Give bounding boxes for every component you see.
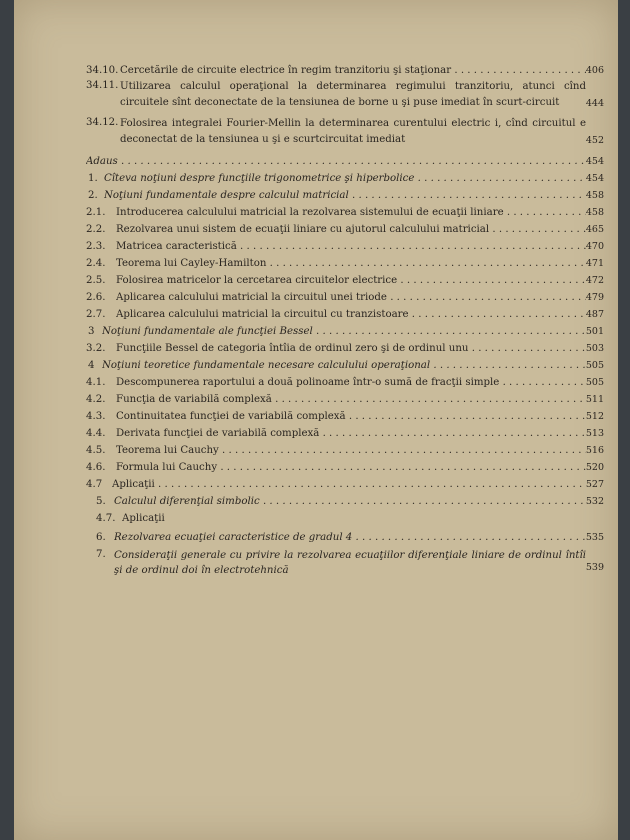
- toc-title: Funcţiile Bessel de categoria întîia de ordinul zero şi de ordinul unu: [116, 342, 469, 354]
- toc-entry: [86, 116, 604, 147]
- toc-title: Utilizarea calculul operaţional la determinarea regimului tranzitoriu, atunci cînd circuitele sînt deconectate de la tensiunea de borne u şi puse imediat în scurt-circuit: [120, 81, 586, 108]
- toc-page-number: 470: [585, 240, 604, 252]
- toc-title: Aplicaţii: [112, 478, 155, 490]
- toc-number: 2.7.: [86, 308, 106, 320]
- toc-page-number: 465: [585, 223, 604, 235]
- toc-page-number: 511: [585, 393, 604, 405]
- toc-number: 4.7: [86, 478, 103, 490]
- toc-title: Noţiuni fundamentale ale funcţiei Bessel: [102, 325, 313, 337]
- toc-number: 4.7.: [96, 512, 116, 524]
- toc-page-number: 513: [585, 427, 604, 439]
- toc-title: Aplicarea calculului matricial la circuitul cu tranzistoare: [116, 308, 409, 320]
- toc-entry: [86, 253, 604, 270]
- toc-title: Aplicaţii: [122, 512, 165, 524]
- toc-page-number: 444: [585, 97, 604, 109]
- toc-entry: [86, 79, 604, 110]
- toc-number: 7.: [96, 549, 106, 560]
- toc-entry: [86, 423, 604, 440]
- toc-number: 2.4.: [86, 257, 106, 269]
- toc-title: Matricea caracteristică: [116, 240, 237, 252]
- toc-title: Noţiuni fundamentale despre calculul matricial: [104, 189, 349, 201]
- toc-number: 4.1.: [86, 376, 106, 388]
- toc-entry: [86, 491, 604, 508]
- toc-page-number: 520: [585, 461, 604, 473]
- toc-title: Rezolvarea unui sistem de ecuaţii liniare cu ajutorul calculului matricial: [116, 223, 490, 235]
- toc-page-number: 487: [585, 308, 604, 320]
- toc-number: 2.6.: [86, 291, 106, 303]
- toc-title: Cercetările de circuite electrice în regim tranzitoriu şi staţionar: [120, 64, 452, 76]
- toc-number: 34.12.: [86, 117, 119, 128]
- toc-entry: [86, 270, 604, 287]
- toc-title: Formula lui Cauchy: [116, 461, 218, 473]
- toc-page-number: 539: [585, 561, 604, 573]
- toc-number: 6.: [96, 531, 106, 543]
- toc-number: 2.1.: [86, 206, 106, 218]
- toc-title: Derivata funcţiei de variabilă complexă: [116, 427, 320, 439]
- toc-title: Funcţia de variabilă complexă: [116, 393, 272, 405]
- toc-number: 2.3.: [86, 240, 106, 252]
- toc-title: Folosirea matricelor la cercetarea circuitelor electrice: [116, 274, 398, 286]
- toc-title: Adaus: [86, 155, 118, 167]
- toc-number: 1.: [88, 172, 98, 184]
- toc-entry: [86, 236, 604, 253]
- toc-page-number: 471: [585, 257, 604, 269]
- toc-page-number: 516: [585, 444, 604, 456]
- toc-page-number: 532: [585, 495, 604, 507]
- toc-entry: [86, 304, 604, 321]
- toc-entry: [86, 185, 604, 202]
- toc-entry: [86, 287, 604, 304]
- toc-title: Introducerea calculului matricial la rezolvarea sistemului de ecuaţii liniare: [116, 206, 504, 218]
- toc-page-number: 527: [585, 478, 604, 490]
- toc-entry: [86, 508, 586, 525]
- toc-number: 4.4.: [86, 427, 106, 439]
- toc-page-number: 479: [585, 291, 604, 303]
- toc-entry: [86, 60, 604, 77]
- toc-entry: [86, 527, 604, 544]
- toc-number: 3: [88, 325, 95, 337]
- toc-title: Continuitatea funcţiei de variabilă complexă: [116, 410, 346, 422]
- toc-entry: [86, 372, 604, 389]
- toc-page-number: 454: [585, 155, 604, 167]
- toc-entry: [86, 474, 604, 491]
- toc-title: Folosirea integralei Fourier-Mellin la determinarea curentului electric i, cînd circuitul e deconectat de la tensiunea u şi e scurtcircuitat imediat: [120, 118, 586, 145]
- table-of-contents: [86, 60, 604, 578]
- toc-entry: [86, 321, 604, 338]
- toc-number: 4.6.: [86, 461, 106, 473]
- toc-page-number: 505: [585, 376, 604, 388]
- toc-entry: [86, 406, 604, 423]
- toc-entry: [86, 389, 604, 406]
- toc-page-number: 406: [585, 64, 604, 76]
- toc-page-number: 454: [585, 172, 604, 184]
- toc-title: Teorema lui Cauchy: [116, 444, 219, 456]
- toc-entry: [86, 548, 604, 578]
- toc-page-number: 458: [585, 206, 604, 218]
- toc-number: 5.: [96, 495, 106, 507]
- toc-page-number: 452: [585, 134, 604, 146]
- toc-page-number: 535: [585, 531, 604, 543]
- toc-entry: [86, 457, 604, 474]
- toc-number: 4.2.: [86, 393, 106, 405]
- toc-number: 3.2.: [86, 342, 106, 354]
- toc-number: 2.5.: [86, 274, 106, 286]
- book-page: [14, 0, 618, 840]
- toc-page-number: 501: [585, 325, 604, 337]
- toc-title: Teorema lui Cayley-Hamilton: [116, 257, 267, 269]
- toc-title: Aplicarea calculului matricial la circuitul unei triode: [116, 291, 387, 303]
- toc-entry: [86, 202, 604, 219]
- toc-page-number: 503: [585, 342, 604, 354]
- toc-entry: [86, 151, 604, 168]
- toc-page-number: 512: [585, 410, 604, 422]
- toc-entry: [86, 338, 604, 355]
- toc-title: Descompunerea raportului a două polinoame într-o sumă de fracţii simple: [116, 376, 500, 388]
- toc-number: 34.11.: [86, 80, 119, 91]
- toc-number: 2.2.: [86, 223, 106, 235]
- toc-title: Calculul diferenţial simbolic: [114, 495, 260, 507]
- toc-page-number: 505: [585, 359, 604, 371]
- toc-title: Rezolvarea ecuaţiei caracteristice de gradul 4: [114, 531, 353, 543]
- toc-number: 34.10.: [86, 64, 119, 76]
- toc-title: Noţiuni teoretice fundamentale necesare calculului operaţional: [102, 359, 431, 371]
- toc-number: 4: [88, 359, 95, 371]
- toc-number: 4.5.: [86, 444, 106, 456]
- toc-title: Cîteva noţiuni despre funcţiile trigonometrice şi hiperbolice: [104, 172, 415, 184]
- toc-title: Consideraţii generale cu privire la rezolvarea ecuaţiilor diferenţiale liniare de ordinul întîi şi de ordinul doi în electrotehnică: [114, 550, 586, 576]
- toc-number: 2.: [88, 189, 98, 201]
- toc-entry: [86, 440, 604, 457]
- toc-entry: [86, 219, 604, 236]
- toc-page-number: 458: [585, 189, 604, 201]
- toc-page-number: 472: [585, 274, 604, 286]
- toc-entry: [86, 168, 604, 185]
- toc-entry: [86, 355, 604, 372]
- toc-number: 4.3.: [86, 410, 106, 422]
